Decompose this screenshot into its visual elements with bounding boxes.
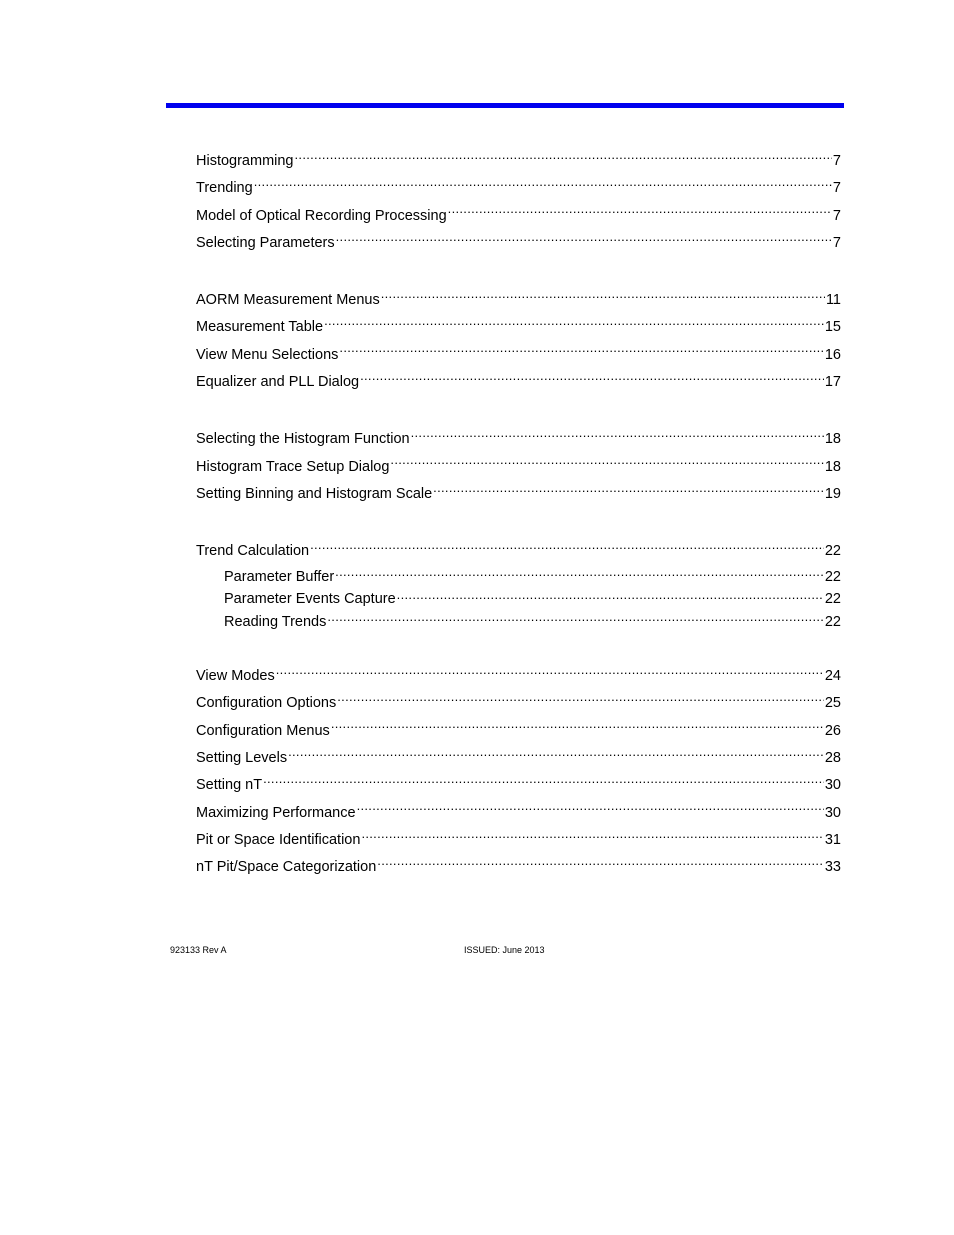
- toc-entry-page: 16: [824, 346, 841, 363]
- toc-entry[interactable]: [196, 230, 841, 257]
- toc-entry-title: Equalizer and PLL Dialog: [196, 374, 360, 391]
- toc-group: [196, 663, 841, 881]
- toc-entry-title: Configuration Options: [196, 695, 337, 712]
- toc-entry-page: 18: [824, 431, 841, 448]
- toc-entry-page: 22: [824, 568, 841, 585]
- toc-entry-page: 30: [824, 804, 841, 821]
- toc-entry-title: Configuration Menus: [196, 722, 330, 739]
- toc-entry-page: 25: [824, 695, 841, 712]
- toc-group: [196, 148, 841, 257]
- toc-entry-title: Histogramming: [196, 153, 294, 169]
- toc-entry-title: Setting nT: [196, 777, 263, 794]
- toc-entry-page: 24: [824, 668, 841, 685]
- toc-leader-dots: [397, 589, 824, 604]
- toc-entry-page: 22: [824, 613, 841, 630]
- toc-entry-title: Setting Levels: [196, 749, 288, 766]
- toc-entry[interactable]: [196, 287, 841, 314]
- toc-entry-title: Parameter Events Capture: [224, 591, 396, 608]
- toc-entry[interactable]: [196, 745, 841, 772]
- toc-leader-dots: [327, 611, 823, 626]
- toc-entry[interactable]: [196, 663, 841, 690]
- toc-entry-title: Trending: [196, 180, 253, 197]
- toc-entry-title: Selecting Parameters: [196, 234, 335, 251]
- footer-issued-date: ISSUED: June 2013: [464, 945, 545, 955]
- toc-entry-page: 7: [832, 207, 841, 224]
- toc-entry[interactable]: [196, 827, 841, 854]
- toc-entry-title: Parameter Buffer: [224, 568, 335, 585]
- toc-leader-dots: [390, 456, 823, 471]
- toc-leader-dots: [324, 317, 824, 332]
- toc-entry-title: Histogram Trace Setup Dialog: [196, 458, 390, 475]
- toc-entry[interactable]: [196, 175, 841, 202]
- toc-entry-page: 11: [825, 292, 841, 309]
- toc-entry-title: Model of Optical Recording Processing: [196, 207, 447, 224]
- toc-entry[interactable]: [196, 342, 841, 369]
- toc-leader-dots: [276, 666, 824, 681]
- toc-entry-title: Measurement Table: [196, 319, 324, 336]
- toc-entry[interactable]: [196, 772, 841, 799]
- toc-subentry[interactable]: [196, 588, 841, 611]
- toc-entry[interactable]: [196, 854, 841, 881]
- toc-entry[interactable]: [196, 426, 841, 453]
- toc-entry-page: 7: [832, 153, 841, 169]
- toc-entry-title: Setting Binning and Histogram Scale: [196, 485, 433, 502]
- toc-entry-title: Reading Trends: [224, 613, 327, 630]
- toc-entry-title: Pit or Space Identification: [196, 831, 361, 848]
- toc-entry-page: 17: [824, 374, 841, 391]
- toc-entry-page: 19: [824, 485, 841, 502]
- toc-entry-page: 18: [824, 458, 841, 475]
- toc-leader-dots: [381, 290, 825, 305]
- toc-leader-dots: [357, 802, 824, 817]
- toc-leader-dots: [411, 429, 824, 444]
- toc-entry-title: nT Pit/Space Categorization: [196, 859, 377, 876]
- toc-leader-dots: [295, 151, 832, 166]
- toc-leader-dots: [335, 566, 824, 581]
- toc-group: [196, 287, 841, 396]
- toc-leader-dots: [360, 372, 824, 387]
- toc-entry-title: Trend Calculation: [196, 543, 310, 560]
- toc-entry[interactable]: [196, 481, 841, 508]
- toc-entry-page: 7: [832, 234, 841, 251]
- toc-entry-page: 31: [824, 831, 841, 848]
- toc-entry-page: 26: [824, 722, 841, 739]
- toc-subentry[interactable]: [196, 566, 841, 589]
- toc-leader-dots: [433, 483, 824, 498]
- toc-entry-title: Maximizing Performance: [196, 804, 356, 821]
- toc-subentry[interactable]: [196, 611, 841, 634]
- toc-entry[interactable]: [196, 369, 841, 396]
- toc-leader-dots: [336, 232, 832, 247]
- footer-doc-number: 923133 Rev A: [170, 945, 227, 955]
- toc-entry[interactable]: [196, 203, 841, 230]
- toc-entry[interactable]: [196, 538, 841, 565]
- toc-entry-title: View Menu Selections: [196, 346, 339, 363]
- toc-leader-dots: [361, 829, 823, 844]
- toc-entry[interactable]: [196, 314, 841, 341]
- toc-entry-page: 22: [824, 591, 841, 608]
- table-of-contents: [196, 148, 841, 881]
- toc-entry[interactable]: [196, 690, 841, 717]
- toc-group: [196, 426, 841, 508]
- toc-group: [196, 538, 841, 633]
- toc-leader-dots: [339, 344, 823, 359]
- toc-leader-dots: [331, 720, 824, 735]
- toc-entry[interactable]: [196, 718, 841, 745]
- toc-entry-page: 22: [824, 543, 841, 560]
- toc-entry-title: Selecting the Histogram Function: [196, 431, 410, 448]
- toc-entry[interactable]: [196, 800, 841, 827]
- toc-entry[interactable]: [196, 148, 841, 175]
- toc-entry-page: 30: [824, 777, 841, 794]
- toc-entry-page: 28: [824, 749, 841, 766]
- toc-entry-page: 7: [832, 180, 841, 197]
- toc-entry-page: 33: [824, 859, 841, 876]
- toc-entry-title: AORM Measurement Menus: [196, 292, 380, 309]
- toc-entry-page: 15: [824, 319, 841, 336]
- header-rule: [166, 103, 844, 108]
- toc-leader-dots: [310, 541, 824, 556]
- toc-leader-dots: [254, 178, 832, 193]
- toc-entry-title: View Modes: [196, 668, 275, 685]
- toc-leader-dots: [448, 205, 832, 220]
- toc-leader-dots: [288, 747, 824, 762]
- toc-leader-dots: [263, 775, 824, 790]
- toc-leader-dots: [337, 693, 824, 708]
- toc-leader-dots: [377, 857, 824, 872]
- toc-entry[interactable]: [196, 454, 841, 481]
